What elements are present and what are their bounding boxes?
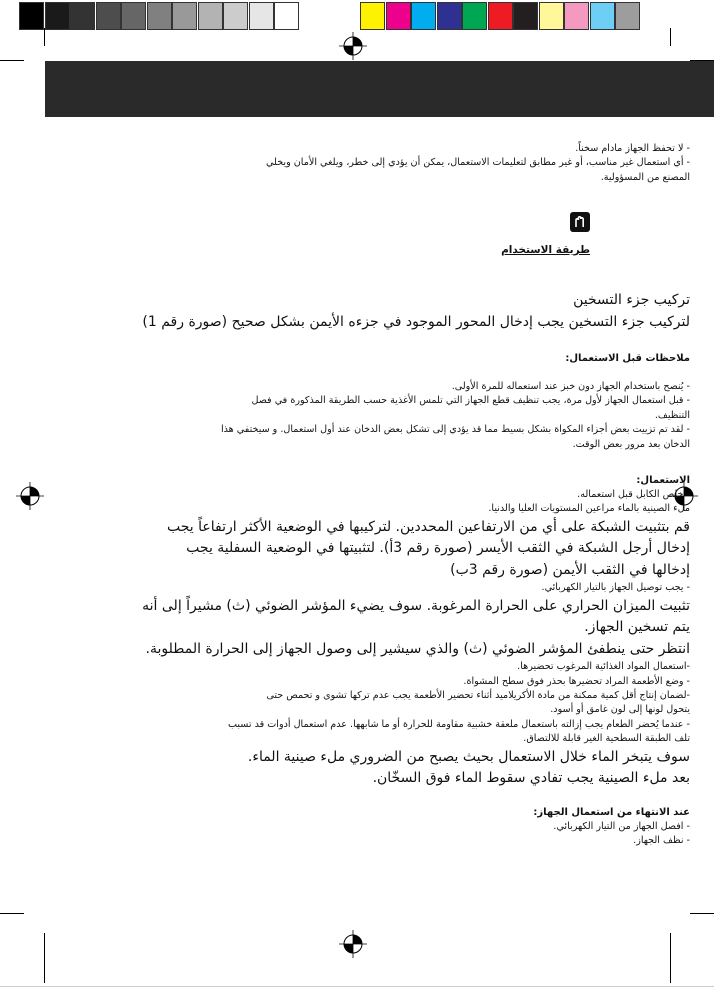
notes-section [108,351,690,452]
use-line: - خلص الكابل قبل استعماله. [577,489,690,500]
color-calibration-bar [360,2,641,30]
calibration-swatch [590,2,615,30]
end-line: - افصل الجهاز من التيار الكهربائي. [553,821,690,832]
calibration-swatch [437,2,462,30]
grayscale-calibration-bar [19,2,300,30]
calibration-swatch [147,2,172,30]
crop-mark [44,933,45,983]
calibration-swatch [70,2,95,30]
calibration-swatch [615,2,640,30]
crosshair-icon [339,930,367,958]
use-line-large: انتظر حتى ينطفئ المؤشر الضوئي (ث) والذي سيشير إلى وصول الجهاز إلى الحرارة المطلوبة. [145,640,690,657]
calibration-swatch [121,2,146,30]
use-line: - وضع الأطعمة المراد تحضيرها بحذر فوق سطح المشواة. [463,675,690,687]
use-line-large: يتم تسخين الجهاز. [584,619,690,636]
heating-text: لتركيب جزء التسخين يجب إدخال المحور الموجود في جزءه الأيمن بشكل صحيح (صورة رقم 1) [142,313,690,330]
use-line: -استعمال المواد الغذائية المرغوب تحضيرها. [517,661,690,673]
use-line-large: إدخالها في الثقب الأيمن (صورة رقم 3ب) [450,561,690,578]
use-heading: الاستعمال: [636,475,690,486]
crosshair-icon [16,482,44,510]
crop-mark [670,933,671,983]
heating-section [108,290,690,333]
calibration-swatch [513,2,538,30]
use-line: - عندما يُحضر الطعام يجب إزالته باستعمال ملعقة خشبية مقاومة للحرارة أو ما شابهها. عدم استعمال أدوات قد تسبب [227,718,690,730]
crop-mark [0,913,24,914]
hand-pointer-icon [570,212,590,232]
warnings-block [108,142,690,185]
calibration-swatch [564,2,589,30]
heating-heading: تركيب جزء التسخين [573,292,690,308]
use-line-large: سوف يتبخر الماء خلال الاستعمال بحيث يصبح من الضروري ملء صينية الماء. [247,748,690,765]
calibration-swatch [539,2,564,30]
warning-line: - لا تحفظ الجهاز مادام سخناً. [575,143,690,154]
use-line: تلف الطبقة السطحية الغير قابلة للالتصاق. [523,733,690,745]
calibration-swatch [172,2,197,30]
crop-mark [690,60,714,61]
notes-item: - يُنصح باستخدام الجهاز دون خبز عند استعماله للمرة الأولى. [451,381,690,392]
calibration-swatch [198,2,223,30]
calibration-swatch [45,2,70,30]
crop-mark [0,60,24,61]
notes-item: التنظيف. [654,409,690,421]
end-line: - نظف الجهاز. [633,835,690,847]
calibration-swatch [360,2,385,30]
calibration-swatch [488,2,513,30]
notes-heading: ملاحظات قبل الاستعمال: [565,353,690,364]
calibration-swatch [386,2,411,30]
crosshair-icon [339,32,367,60]
use-line: ملء الصينية بالماء مراعين المستويات العليا والدنيا. [488,503,690,515]
use-line: - يجب توصيل الجهاز بالتيار الكهربائي. [541,582,690,594]
crop-mark [0,986,714,987]
use-line-large: تثبيت الميزان الحراري على الحرارة المرغوبة. سوف يضيء المؤشر الضوئي (ث) مشيراً إلى أنه [142,597,690,614]
crop-mark [670,28,671,46]
calibration-swatch [96,2,121,30]
calibration-swatch [19,2,44,30]
section-title-usage: طريقة الاستخدام [501,244,590,256]
use-line-large: بعد ملء الصينية يجب تفادي سقوط الماء فوق السخّان. [372,770,690,787]
end-heading: عند الانتهاء من استعمال الجهاز: [533,807,690,818]
crop-mark [44,28,45,46]
notes-item: - قبل استعمال الجهاز لأول مرة، يجب تنظيف قطع الجهاز التي تلمس الأغذية حسب الطريقة المذكورة في فصل [251,395,690,407]
calibration-swatch [249,2,274,30]
calibration-swatch [223,2,248,30]
end-section [108,805,690,849]
header-band [45,61,714,117]
calibration-swatch [411,2,436,30]
notes-item: الدخان بعد مرور بعض الوقت. [572,438,690,450]
use-line: يتحول لونها إلى لون غامق أو أسود. [550,704,690,716]
warning-line: - أي استعمال غير مناسب، أو غير مطابق لتعليمات الاستعمال، يمكن أن يؤدي إلى خطر، ويلغي الأمان ويخلي [266,157,690,169]
use-section [108,473,690,790]
notes-item: - لقد تم تزييت بعض أجزاء المكواة بشكل بسيط مما قد يؤدي إلى تشكل بعض الدخان عند أول استعمال. و سيختفي هذا [220,424,690,436]
use-line-large: قم بتثبيت الشبكة على أي من الارتفاعين المحددين. لتركيبها في الوضعية الأكثر ارتفاعاً يجب [166,518,690,535]
use-line-large: إدخال أرجل الشبكة في الثقب الأيسر (صورة رقم 3أ). لتثبيتها في الوضعية السفلية يجب [186,540,690,557]
use-line: -لضمان إنتاج أقل كمية ممكنة من مادة الأكريلاميد أثناء تحضير الأطعمة يجب عدم تركها تشوى و تحمص حتى [266,690,690,702]
calibration-swatch [462,2,487,30]
crop-mark [690,913,714,914]
warning-line: المصنع من المسؤولية. [600,171,690,183]
calibration-swatch [274,2,299,30]
